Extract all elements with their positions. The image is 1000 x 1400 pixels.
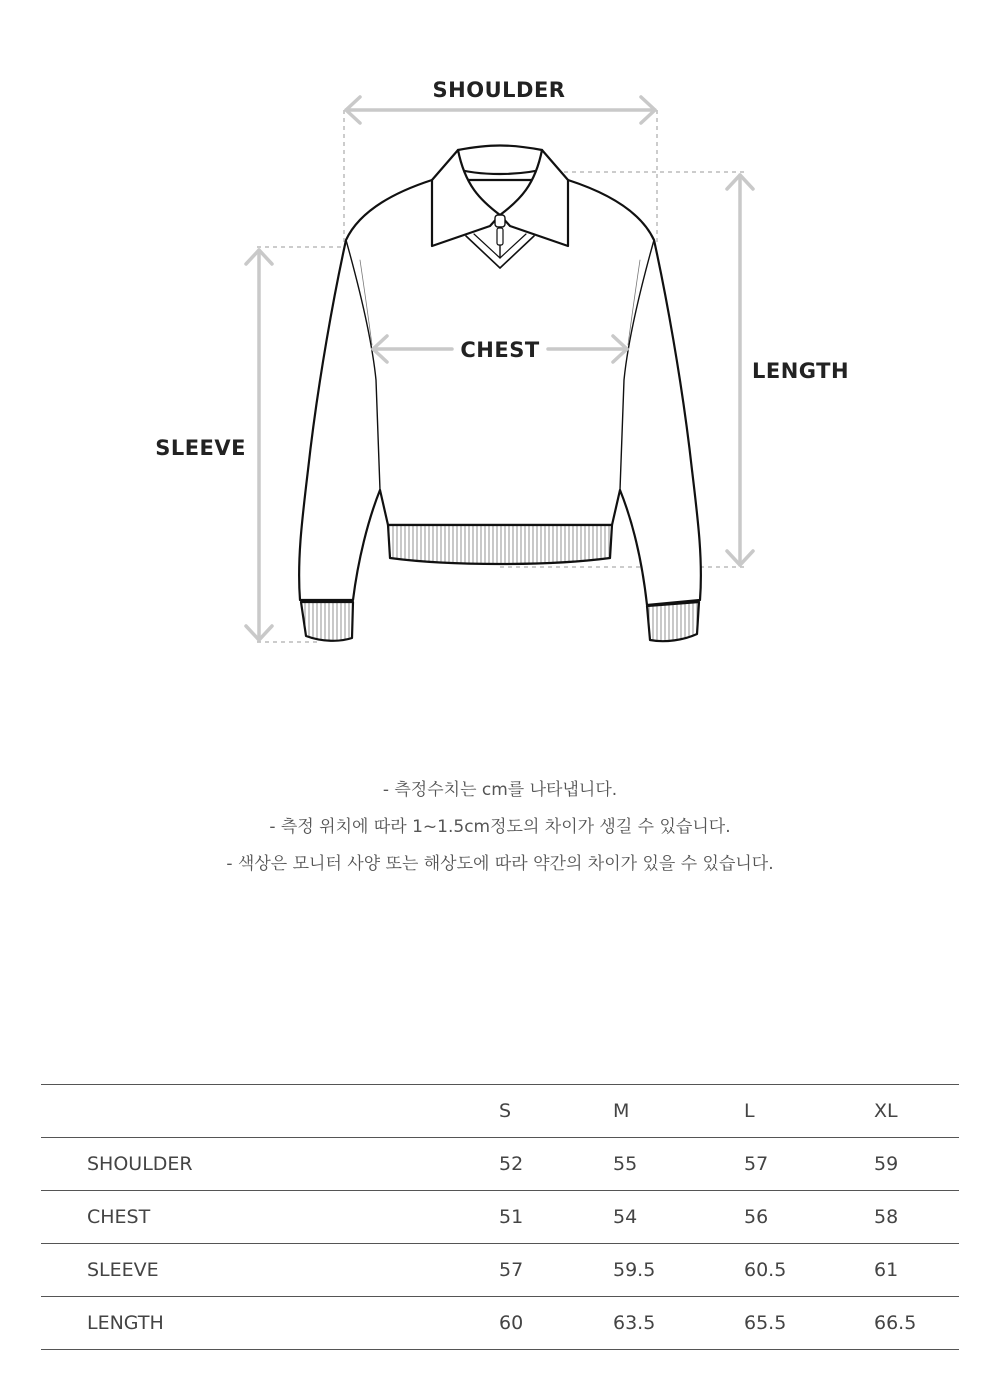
size-table-header (41, 1085, 959, 1138)
sleeve-label: SLEEVE (155, 436, 246, 460)
size-table (41, 1084, 959, 1350)
value-cell: 65.5 (744, 1297, 874, 1350)
value-cell: 63.5 (613, 1297, 744, 1350)
value-cell: 57 (744, 1138, 874, 1191)
value-cell: 60.5 (744, 1244, 874, 1297)
value-cell: 66.5 (874, 1297, 959, 1350)
value-cell: 59.5 (613, 1244, 744, 1297)
header-cell-empty (41, 1085, 499, 1138)
row-label: CHEST (41, 1191, 499, 1244)
header-cell-s: S (499, 1085, 613, 1138)
value-cell: 60 (499, 1297, 613, 1350)
measurement-notes (0, 772, 1000, 883)
value-cell: 59 (874, 1138, 959, 1191)
header-cell-l: L (744, 1085, 874, 1138)
value-cell: 55 (613, 1138, 744, 1191)
header-cell-xl: XL (874, 1085, 959, 1138)
row-label: SLEEVE (41, 1244, 499, 1297)
value-cell: 57 (499, 1244, 613, 1297)
value-cell: 61 (874, 1244, 959, 1297)
value-cell: 56 (744, 1191, 874, 1244)
note-line: - 색상은 모니터 사양 또는 해상도에 따라 약간의 차이가 있을 수 있습니다. (226, 854, 774, 874)
value-cell: 51 (499, 1191, 613, 1244)
table-row (41, 1244, 959, 1297)
table-row (41, 1297, 959, 1350)
header-cell-m: M (613, 1085, 744, 1138)
table-row (41, 1191, 959, 1244)
value-cell: 58 (874, 1191, 959, 1244)
row-label: SHOULDER (41, 1138, 499, 1191)
note-line: - 측정수치는 cm를 나타냅니다. (382, 780, 618, 800)
value-cell: 54 (613, 1191, 744, 1244)
chest-label: CHEST (460, 338, 540, 362)
note-line: - 측정 위치에 따라 1~1.5cm정도의 차이가 생길 수 있습니다. (269, 817, 731, 837)
shoulder-label: SHOULDER (432, 78, 566, 102)
value-cell: 52 (499, 1138, 613, 1191)
row-label: LENGTH (41, 1297, 499, 1350)
length-label: LENGTH (752, 359, 850, 383)
table-row (41, 1138, 959, 1191)
